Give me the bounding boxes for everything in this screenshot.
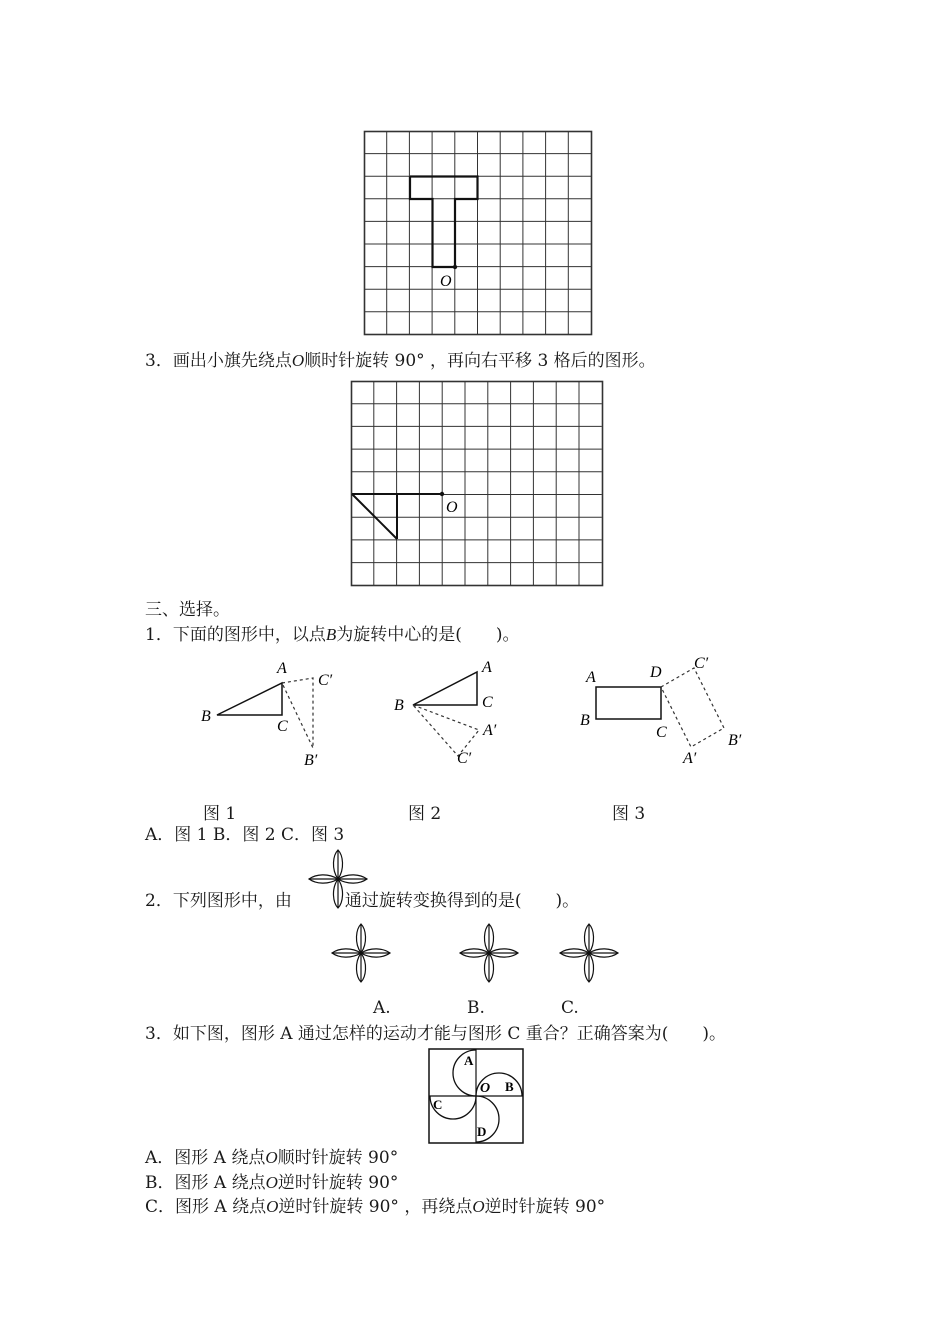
flag-grid: [351, 381, 605, 587]
choice-3-option-c: C．图形 A 绕点O逆时针旋转 90° ，再绕点O逆时针旋转 90°: [145, 1197, 606, 1217]
option-c-flower-icon: [558, 922, 620, 984]
fig2-label-c: C: [482, 694, 493, 711]
t-shape-grid: [364, 131, 594, 336]
choice-1-figure-3: [576, 655, 776, 775]
fig1-label-b: B: [201, 708, 211, 725]
fig3-label-c-prime: C′: [694, 655, 709, 672]
fig1-label-b-prime: B′: [304, 752, 318, 769]
option-b-flower-icon: [458, 922, 520, 984]
fig2-label-c-prime: C′: [457, 750, 472, 767]
choice-1-options: A．图 1 B．图 2 C．图 3: [145, 825, 345, 845]
flag-point-o-dot: [440, 492, 444, 496]
option-a-flower-icon: [330, 922, 392, 984]
pinwheel-figure: [428, 1048, 524, 1144]
figure-2-caption: 图 2: [408, 804, 442, 824]
choice-1-figure-2: [390, 655, 520, 775]
fig3-label-b: B: [580, 712, 590, 729]
fig3-label-a: A: [586, 669, 596, 686]
section-title: 三、选择。: [145, 600, 230, 620]
fig3-label-a-prime: A′: [683, 750, 697, 767]
fig3-label-c: C: [656, 724, 667, 741]
pinwheel-label-o: O: [480, 1081, 491, 1096]
fig1-label-c: C: [277, 718, 288, 735]
choice-1-question: 1．下面的图形中，以点B为旋转中心的是( )。: [145, 625, 520, 645]
figure-1-caption: 图 1: [203, 804, 237, 824]
fig2-label-b: B: [394, 697, 404, 714]
choice-3-question: 3．如下图，图形 A 通过怎样的运动才能与图形 C 重合？正确答案为( )。: [145, 1024, 726, 1044]
flag-point-o-label: O: [446, 499, 458, 516]
pinwheel-label-d: D: [477, 1124, 487, 1139]
option-a-label: A.: [373, 998, 391, 1018]
pinwheel-label-a: A: [464, 1053, 474, 1068]
q3-draw-instruction: 3．画出小旗先绕点O顺时针旋转 90° ，再向右平移 3 格后的图形。: [145, 351, 656, 371]
choice-2-question: 2．下列图形中，由 通过旋转变换得到的是( )。: [145, 891, 580, 911]
choice-3-option-a: A．图形 A 绕点O顺时针旋转 90°: [145, 1148, 399, 1168]
choice-1-figure-1: [195, 655, 345, 775]
flag-shape: [352, 494, 442, 539]
choice-3-option-b: B．图形 A 绕点O逆时针旋转 90°: [145, 1173, 399, 1193]
point-o-dot: [453, 265, 457, 269]
option-c-label: C.: [561, 998, 579, 1018]
fig3-label-d: D: [650, 664, 662, 681]
fig1-label-a: A: [277, 660, 287, 677]
point-o-label: O: [440, 273, 452, 290]
fig2-label-a: A: [482, 659, 492, 676]
fig1-label-c-prime: C′: [318, 672, 333, 689]
figure-3-caption: 图 3: [612, 804, 646, 824]
fig3-label-b-prime: B′: [728, 732, 742, 749]
pinwheel-label-c: C: [433, 1097, 443, 1112]
pinwheel-label-b: B: [505, 1079, 514, 1094]
option-b-label: B.: [467, 998, 485, 1018]
fig2-label-a-prime: A′: [483, 722, 497, 739]
